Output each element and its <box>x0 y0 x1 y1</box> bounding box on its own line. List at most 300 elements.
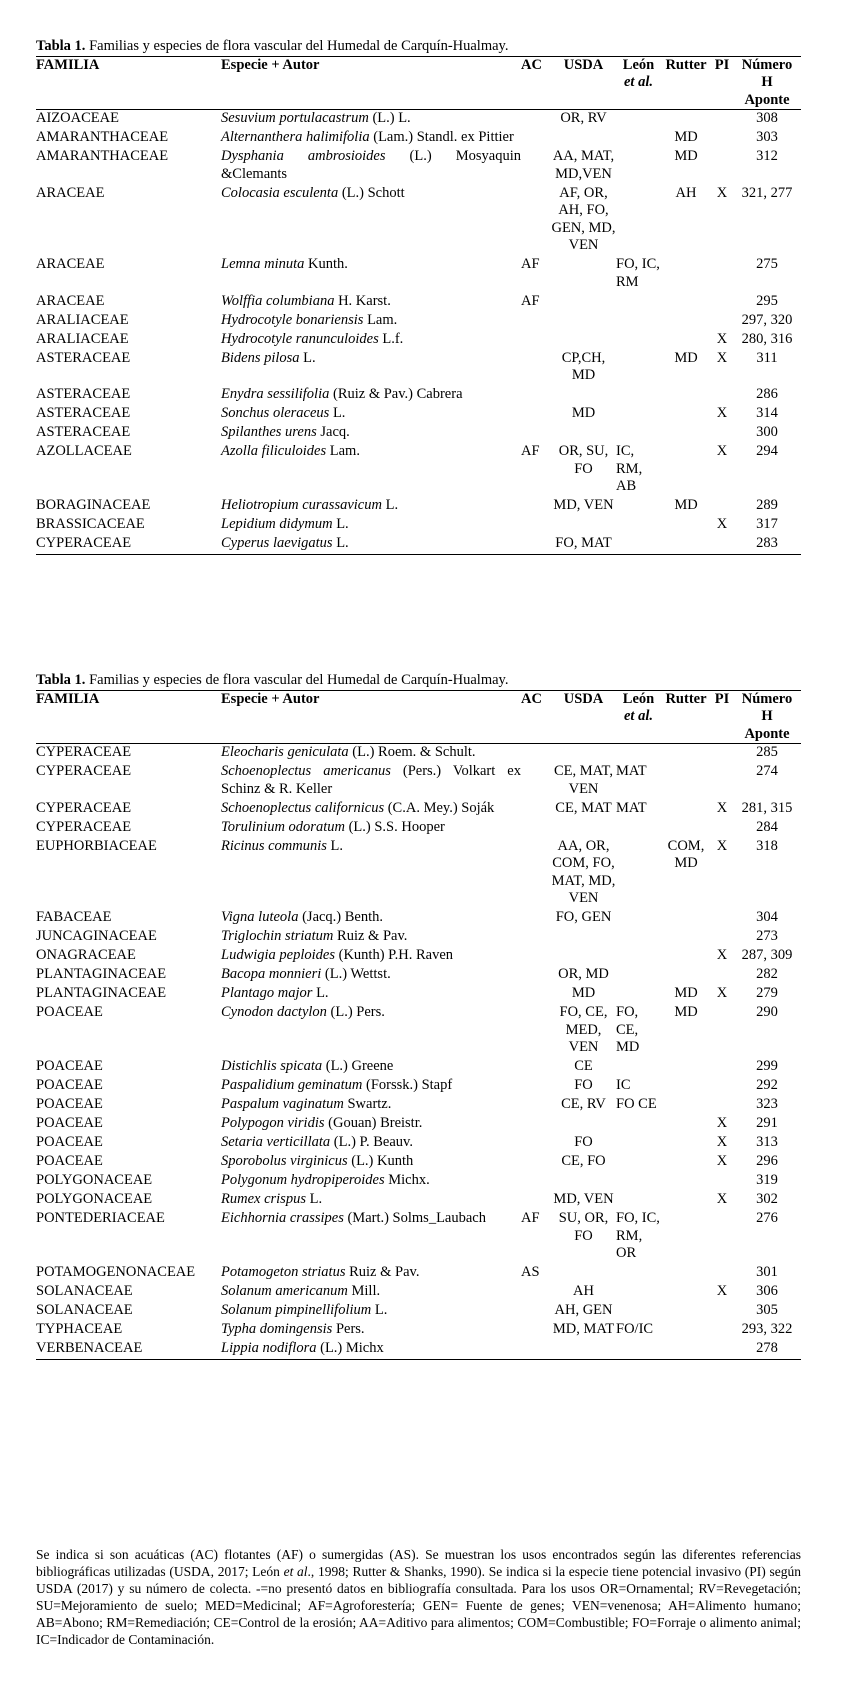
cell-pi <box>711 1340 733 1360</box>
cell-especie <box>221 966 521 985</box>
species-author: (Kunth) P.H. Raven <box>335 947 454 963</box>
header-numero <box>733 56 801 110</box>
cell-ac <box>521 1153 551 1172</box>
cell-familia: CYPERACEAE <box>36 744 132 760</box>
table-row <box>36 1058 801 1077</box>
cell-familia: POACEAE <box>36 1134 103 1150</box>
cell-familia: ASTERACEAE <box>36 349 131 366</box>
cell-ac <box>521 1077 551 1096</box>
cell-usda: OR, RV <box>560 110 607 126</box>
species-author: (L.) Greene <box>322 1058 394 1074</box>
species-author: (L.) Kunth <box>347 1153 414 1169</box>
species-author: L. <box>381 497 399 513</box>
cell-numero: 281, 315 <box>741 799 793 816</box>
cell-familia: BRASSICACEAE <box>36 516 145 532</box>
species-author: (L.) Schott <box>338 184 405 201</box>
table-row <box>36 148 801 185</box>
table-row <box>36 185 801 257</box>
cell-leon <box>616 1153 661 1172</box>
cell-familia: CYPERACEAE <box>36 799 132 816</box>
cell-rutter <box>661 1153 711 1172</box>
species-name: Lepidium didymum <box>221 516 333 532</box>
cell-leon <box>616 312 661 331</box>
cell-rutter <box>661 386 711 405</box>
cell-numero: 275 <box>756 256 778 272</box>
cell-pi: X <box>716 1115 728 1131</box>
cell-numero: 313 <box>756 1134 778 1150</box>
cell-pi <box>711 1077 733 1096</box>
cell-leon <box>616 1191 661 1210</box>
cell-familia: PLANTAGINACEAE <box>36 966 167 982</box>
cell-pi: X <box>716 947 728 963</box>
species-author: (L.) Roem. & Schult. <box>348 744 476 760</box>
species-name: Potamogeton striatus <box>221 1264 346 1280</box>
table-row <box>36 1283 801 1302</box>
cell-pi <box>711 256 733 293</box>
species-author: (L.) P. Beauv. <box>330 1134 413 1150</box>
table-row <box>36 129 801 148</box>
cell-ac: AS <box>521 1264 540 1280</box>
cell-rutter: MD <box>674 1004 698 1020</box>
cell-leon <box>616 1340 661 1360</box>
header-numero-3: Aponte <box>744 91 790 108</box>
cell-rutter <box>661 947 711 966</box>
cell-especie <box>221 1321 521 1340</box>
cell-rutter <box>661 1283 711 1302</box>
cell-ac <box>521 909 551 928</box>
species-name: Solanum pimpinellifolium <box>221 1302 372 1318</box>
cell-numero: 303 <box>756 129 778 145</box>
cell-familia: ARACEAE <box>36 292 105 309</box>
cell-especie <box>221 350 521 387</box>
species-name: Bidens pilosa <box>221 349 300 366</box>
cell-leon <box>616 1115 661 1134</box>
header-numero-2: H <box>761 708 773 724</box>
cell-usda: FO, GEN <box>555 909 612 925</box>
cell-especie <box>221 744 521 764</box>
cell-familia: SOLANACEAE <box>36 1302 133 1318</box>
header-numero-1: Número <box>741 690 793 707</box>
cell-familia: AMARANTHACEAE <box>36 129 169 145</box>
species-author: L. <box>332 535 349 551</box>
cell-familia: POACEAE <box>36 1004 103 1020</box>
cell-pi: X <box>716 516 728 532</box>
cell-especie <box>221 497 521 516</box>
header-numero-3: Aponte <box>744 725 790 742</box>
cell-familia: EUPHORBIACEAE <box>36 837 157 854</box>
cell-rutter <box>661 1077 711 1096</box>
cell-rutter <box>661 405 711 424</box>
cell-usda <box>551 424 616 443</box>
cell-leon <box>616 838 661 910</box>
table-row <box>36 331 801 350</box>
species-author: Jacq. <box>316 424 350 440</box>
cell-rutter <box>661 763 711 800</box>
cell-especie <box>221 293 521 312</box>
cell-leon <box>616 516 661 535</box>
cell-ac <box>521 1283 551 1302</box>
cell-leon <box>616 909 661 928</box>
species-author: (Pers.) Volkart ex Schinz & R. Keller <box>221 763 521 797</box>
cell-pi: X <box>716 985 728 1001</box>
caption-text: Familias y especies de flora vascular del Humedal de Carquín-Hualmay. <box>89 38 509 54</box>
species-name: Sonchus oleraceus <box>221 405 330 421</box>
cell-ac <box>521 1058 551 1077</box>
species-author: (L.) L. <box>368 110 411 126</box>
cell-leon <box>616 405 661 424</box>
table-row <box>36 928 801 947</box>
cell-numero: 293, 322 <box>741 1321 793 1337</box>
cell-usda: MD, MAT <box>552 1321 615 1337</box>
species-name: Ricinus communis <box>221 837 327 854</box>
cell-ac <box>521 424 551 443</box>
cell-usda: FO <box>574 1134 593 1150</box>
species-name: Sporobolus virginicus <box>221 1153 348 1169</box>
cell-pi <box>711 1264 733 1283</box>
cell-ac <box>521 129 551 148</box>
species-name: Azolla filiculoides <box>221 443 327 459</box>
cell-usda: FO, CE, MED, VEN <box>559 1004 608 1055</box>
cell-ac <box>521 1134 551 1153</box>
table-row <box>36 443 801 497</box>
cell-usda: AA, OR, COM, FO, MAT, MD, VEN <box>551 837 616 906</box>
cell-especie <box>221 800 521 819</box>
species-name: Hydrocotyle bonariensis <box>221 311 364 328</box>
header-leon-etal: et al. <box>624 74 653 90</box>
cell-usda <box>551 129 616 148</box>
species-name: Schoenoplectus californicus <box>221 799 385 816</box>
species-author: Michx. <box>384 1172 430 1188</box>
cell-leon <box>616 966 661 985</box>
cell-rutter <box>661 928 711 947</box>
cell-rutter <box>661 1340 711 1360</box>
species-author: L. <box>299 349 316 366</box>
cell-numero: 296 <box>756 1153 778 1169</box>
cell-numero: 278 <box>756 1340 778 1356</box>
cell-rutter <box>661 966 711 985</box>
species-name: Cynodon dactylon <box>221 1004 327 1020</box>
cell-numero: 283 <box>756 535 778 551</box>
species-author: L. <box>305 1191 323 1207</box>
cell-pi <box>711 966 733 985</box>
cell-numero: 286 <box>756 386 778 402</box>
species-author: (L.) Mosyaquin &Clemants <box>221 148 522 182</box>
cell-numero: 297, 320 <box>741 311 793 328</box>
cell-pi: X <box>716 1153 728 1169</box>
cell-usda: FO, MAT <box>555 535 612 551</box>
cell-especie <box>221 1210 521 1264</box>
cell-pi <box>711 312 733 331</box>
table-row <box>36 947 801 966</box>
cell-especie <box>221 331 521 350</box>
cell-numero: 308 <box>756 110 778 126</box>
cell-familia: PLANTAGINACEAE <box>36 985 167 1001</box>
cell-leon <box>616 744 661 764</box>
cell-familia: AZOLLACEAE <box>36 443 132 459</box>
cell-usda <box>551 1264 616 1283</box>
cell-rutter <box>661 331 711 350</box>
cell-leon <box>616 293 661 312</box>
cell-rutter <box>661 909 711 928</box>
cell-usda: CE <box>574 1058 593 1074</box>
cell-numero: 306 <box>756 1283 778 1299</box>
table-body <box>36 110 801 555</box>
cell-usda: MD <box>571 405 596 421</box>
cell-pi: X <box>716 184 728 201</box>
header-familia: FAMILIA <box>36 690 100 707</box>
cell-usda: AH <box>573 1283 594 1299</box>
cell-pi <box>711 386 733 405</box>
cell-especie <box>221 256 521 293</box>
cell-pi <box>711 763 733 800</box>
cell-familia: CYPERACEAE <box>36 763 132 779</box>
cell-leon <box>616 1134 661 1153</box>
cell-usda <box>551 947 616 966</box>
caption-label: Tabla 1. <box>36 38 86 54</box>
cell-usda <box>551 1340 616 1360</box>
cell-pi <box>711 909 733 928</box>
cell-especie <box>221 516 521 535</box>
cell-numero: 319 <box>756 1172 778 1188</box>
cell-pi <box>711 1058 733 1077</box>
cell-usda: SU, OR, FO <box>558 1210 609 1244</box>
species-author: (Lam.) Standl. ex Pittier <box>369 129 514 145</box>
cell-familia: ARALIACEAE <box>36 330 129 347</box>
cell-leon <box>616 386 661 405</box>
cell-ac <box>521 819 551 838</box>
cell-numero: 287, 309 <box>741 947 793 963</box>
species-name: Typha domingensis <box>221 1321 333 1337</box>
cell-numero: 291 <box>756 1115 778 1131</box>
table-row <box>36 1096 801 1115</box>
species-name: Paspalidium geminatum <box>221 1077 363 1093</box>
header-rutter: Rutter <box>665 56 707 73</box>
cell-rutter <box>661 1115 711 1134</box>
cell-pi: X <box>716 1191 728 1207</box>
table-row <box>36 985 801 1004</box>
table-header-row <box>36 690 801 744</box>
table-row <box>36 516 801 535</box>
species-name: Vigna luteola <box>221 909 299 925</box>
cell-leon <box>616 331 661 350</box>
cell-usda: MD, VEN <box>553 1191 614 1207</box>
cell-rutter: COM, MD <box>667 837 705 871</box>
cell-pi <box>711 1004 733 1058</box>
cell-usda: CE, FO <box>561 1153 606 1169</box>
header-usda: USDA <box>563 56 604 73</box>
species-name: Torulinium odoratum <box>221 818 345 835</box>
cell-familia: POACEAE <box>36 1058 103 1074</box>
table-row <box>36 909 801 928</box>
cell-ac <box>521 763 551 800</box>
cell-numero: 314 <box>756 405 778 421</box>
cell-especie <box>221 947 521 966</box>
cell-usda: AA, MAT, MD,VEN <box>552 148 615 182</box>
table-row <box>36 1264 801 1283</box>
cell-especie <box>221 928 521 947</box>
species-author: L. <box>332 516 349 532</box>
cell-leon: FO CE <box>616 1096 657 1112</box>
cell-familia: BORAGINACEAE <box>36 497 151 513</box>
cell-rutter <box>661 424 711 443</box>
species-name: Rumex crispus <box>221 1191 306 1207</box>
species-author: L. <box>329 405 346 421</box>
cell-especie <box>221 1096 521 1115</box>
table-row <box>36 386 801 405</box>
species-name: Plantago major <box>221 985 313 1001</box>
species-name: Colocasia esculenta <box>221 184 339 201</box>
cell-pi <box>711 293 733 312</box>
cell-numero: 300 <box>756 424 778 440</box>
header-numero <box>733 690 801 744</box>
cell-pi <box>711 744 733 764</box>
cell-familia: POACEAE <box>36 1077 103 1093</box>
species-author: Pers. <box>332 1321 365 1337</box>
cell-ac: AF <box>521 1210 540 1226</box>
table-row <box>36 1321 801 1340</box>
cell-leon: IC <box>616 1077 631 1093</box>
species-name: Distichlis spicata <box>221 1058 323 1074</box>
cell-familia: AIZOACEAE <box>36 110 119 126</box>
species-name: Alternanthera halimifolia <box>221 129 370 145</box>
cell-usda <box>551 256 616 293</box>
table-row <box>36 1210 801 1264</box>
cell-familia: ASTERACEAE <box>36 424 131 440</box>
cell-leon <box>616 1264 661 1283</box>
species-author: H. Karst. <box>334 292 391 309</box>
cell-numero: 280, 316 <box>741 330 793 347</box>
cell-leon <box>616 1058 661 1077</box>
cell-numero: 321, 277 <box>741 184 793 201</box>
species-author: L. <box>326 837 344 854</box>
cell-familia: POTAMOGENONACEAE <box>36 1264 196 1280</box>
cell-ac <box>521 800 551 819</box>
species-name: Polypogon viridis <box>221 1115 325 1131</box>
cell-familia: ARACEAE <box>36 184 105 201</box>
table-row <box>36 405 801 424</box>
table-row <box>36 1191 801 1210</box>
cell-rutter: MD <box>674 129 698 145</box>
cell-familia: POLYGONACEAE <box>36 1172 153 1188</box>
cell-especie <box>221 1077 521 1096</box>
table-row <box>36 497 801 516</box>
cell-familia: ONAGRACEAE <box>36 947 136 963</box>
cell-usda <box>551 293 616 312</box>
cell-pi <box>711 424 733 443</box>
cell-rutter <box>661 819 711 838</box>
cell-usda: OR, MD <box>558 966 609 982</box>
cell-usda: OR, SU, FO <box>558 443 609 477</box>
cell-ac <box>521 110 551 130</box>
cell-pi <box>711 928 733 947</box>
cell-rutter <box>661 1134 711 1153</box>
cell-rutter <box>661 1096 711 1115</box>
cell-familia: POACEAE <box>36 1153 103 1169</box>
table-footnote <box>36 1546 801 1648</box>
header-leon-etal: et al. <box>624 708 653 724</box>
cell-leon <box>616 1172 661 1191</box>
cell-numero: 294 <box>756 443 778 459</box>
cell-usda: FO <box>574 1077 593 1093</box>
cell-rutter <box>661 1191 711 1210</box>
cell-ac <box>521 928 551 947</box>
cell-pi <box>711 497 733 516</box>
species-name: Eleocharis geniculata <box>221 744 349 760</box>
cell-usda <box>551 516 616 535</box>
species-name: Ludwigia peploides <box>221 947 335 963</box>
cell-familia: CYPERACEAE <box>36 535 132 551</box>
cell-especie <box>221 1153 521 1172</box>
cell-numero: 274 <box>756 763 778 779</box>
cell-pi <box>711 148 733 185</box>
cell-ac <box>521 947 551 966</box>
cell-especie <box>221 443 521 497</box>
cell-pi: X <box>716 1283 728 1299</box>
flora-table <box>36 56 801 556</box>
species-author: L. <box>371 1302 388 1318</box>
table-row <box>36 1077 801 1096</box>
table-block-1 <box>36 38 801 555</box>
cell-pi: X <box>716 330 728 347</box>
cell-especie <box>221 148 521 185</box>
cell-pi: X <box>716 837 728 854</box>
cell-numero: 282 <box>756 966 778 982</box>
species-name: Enydra sessilifolia <box>221 386 330 402</box>
species-author: Mill. <box>347 1283 381 1299</box>
cell-especie <box>221 763 521 800</box>
cell-ac <box>521 838 551 910</box>
cell-pi <box>711 110 733 130</box>
cell-numero: 323 <box>756 1096 778 1112</box>
cell-ac: AF <box>521 256 540 272</box>
cell-numero: 317 <box>756 516 778 532</box>
cell-especie <box>221 838 521 910</box>
cell-ac <box>521 516 551 535</box>
cell-rutter <box>661 1172 711 1191</box>
cell-numero: 304 <box>756 909 778 925</box>
cell-familia: ASTERACEAE <box>36 386 131 402</box>
table-body <box>36 744 801 1360</box>
cell-usda <box>551 928 616 947</box>
cell-numero: 312 <box>756 148 778 164</box>
cell-especie <box>221 985 521 1004</box>
cell-pi <box>711 1172 733 1191</box>
cell-numero: 290 <box>756 1004 778 1020</box>
cell-familia: POACEAE <box>36 1115 103 1131</box>
table-row <box>36 1172 801 1191</box>
cell-ac: AF <box>521 443 540 459</box>
cell-especie <box>221 535 521 555</box>
cell-pi <box>711 1096 733 1115</box>
cell-ac <box>521 966 551 985</box>
species-author: (C.A. Mey.) Soják <box>384 799 495 816</box>
header-pi: PI <box>714 690 730 707</box>
table-row <box>36 256 801 293</box>
cell-especie <box>221 819 521 838</box>
cell-ac <box>521 1321 551 1340</box>
cell-especie <box>221 424 521 443</box>
species-name: Eichhornia crassipes <box>221 1210 344 1226</box>
cell-usda: CP,CH, MD <box>561 349 606 383</box>
cell-leon <box>616 819 661 838</box>
cell-ac <box>521 350 551 387</box>
header-leon-name: León <box>622 690 655 707</box>
cell-usda: AH, GEN <box>554 1302 613 1318</box>
cell-especie <box>221 185 521 257</box>
table-caption <box>36 38 801 56</box>
cell-ac <box>521 148 551 185</box>
cell-usda: CE, RV <box>561 1096 606 1112</box>
